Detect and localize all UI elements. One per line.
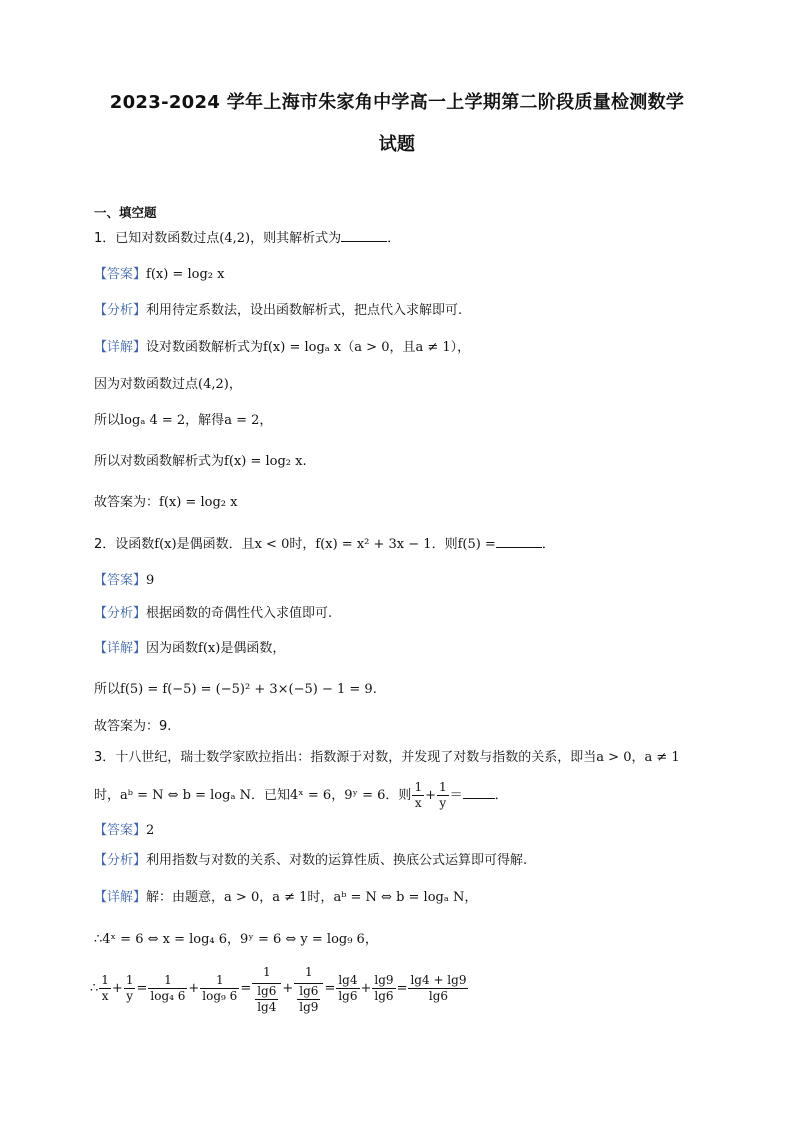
q2-stem-end: ． [541,537,555,552]
fraction-numerator: 1 [101,973,109,987]
fraction-denominator: y [126,989,134,1003]
q3-stem2-text-2: ．已知 [250,788,290,803]
q1-stem [94,229,400,249]
q2-step2-end: . [372,682,377,697]
fraction-denominator: log₄ 6 [150,989,186,1003]
compound-fraction [252,962,281,1015]
q3-stem2-given1: 4ˣ = 6 [289,788,332,803]
section-heading: 一、填空题 [94,205,157,220]
answer-tag: 【答案】 [94,823,147,838]
q1-stem-text-2: ，则其解析式为 [250,231,342,246]
q2-detail-text-2: 是偶函数， [220,641,286,656]
plus-sign: + [360,981,372,996]
fraction-denominator: lg6 [374,989,394,1003]
fraction-numerator: lg6 [257,984,277,998]
fraction-numerator: 1 [125,973,134,987]
detail-tag: 【详解】 [94,641,147,656]
fraction-denominator: lg9 [299,1000,319,1014]
q3-detail-end: ， [464,890,478,905]
q3-detail-sep: ， [259,890,273,905]
q3-stem [94,748,680,768]
therefore-symbol: ∴ [90,981,99,996]
fraction [437,780,449,811]
q1-stem-text: 1．已知对数函数过点 [94,231,220,246]
fraction-denominator: x [414,796,422,810]
q1-detail-close: ）， [450,340,471,355]
q3-stem-text: 3．十八世纪，瑞士数学家欧拉指出：指数源于对数，并发现了对数与指数的关系，即当 [94,750,597,765]
fraction [255,984,278,1015]
q2-stem-text-4: ．则 [431,537,458,552]
q2-stem-text-3: 时， [289,537,316,552]
q2-answer-value: 9 [146,573,155,588]
fraction-numerator: lg4 + lg9 [410,973,467,987]
q3-step3-equation [90,962,469,1015]
q1-point: (4,2) [219,231,251,246]
q1-step3-text: 所以 [94,413,121,428]
q1-detail-text: 设对数函数解析式为 [146,340,264,355]
q3-stem2-text-3: ．则 [385,788,412,803]
analysis-tag: 【分析】 [94,606,147,621]
fraction [148,973,187,1004]
q3-detail-text: 解：由题意， [146,890,225,905]
q2-stem-question: f(5) = [457,537,496,552]
q2-step2 [94,680,377,700]
q3-detail-relation: aᵇ = N ⇔ b = logₐ N [333,890,465,905]
fraction [336,973,359,1004]
q1-detail-cond1: a > 0 [354,340,390,355]
q1-final-text: 故答案为： [94,495,160,510]
fraction-denominator: lg4 [257,1000,277,1014]
q1-detail [94,338,470,358]
fraction-numerator: 1 [200,973,239,989]
fraction [372,973,395,1004]
q1-final-formula: f(x) = log₂ x [159,495,238,510]
detail-tag: 【详解】 [94,890,147,905]
q1-step2-point: (4,2) [198,377,229,392]
detail-tag: 【详解】 [94,340,147,355]
q2-stem-text-2: 是偶函数．且 [176,537,255,552]
q1-step2-end: ， [228,377,242,392]
q2-stem-function: f(x) [154,537,177,552]
fraction [124,973,136,1004]
q1-step3 [94,411,272,431]
q2-step2-text: 所以 [94,682,121,697]
q3-analysis [94,851,527,871]
q2-stem-expression: f(x) = x² + 3x − 1 [315,537,432,552]
fraction-numerator: 1 [438,780,447,794]
plus-sign: + [425,788,436,803]
q1-final [94,493,237,513]
q2-final: 故答案为：9. [94,719,172,734]
equals-sign: ＝ [449,788,463,803]
fraction-denominator: lg6 [428,989,449,1003]
q1-analysis-text: 利用待定系数法，设出函数解析式，把点代入求解即可. [146,303,463,318]
q2-stem-condition: x < 0 [254,537,290,552]
q3-analysis-text: 利用指数与对数的关系、对数的运算性质、换底公式运算即可得解. [146,853,528,868]
answer-blank [496,535,542,548]
equals-sign: = [240,981,252,996]
q1-step4 [94,452,307,472]
q1-detail-formula: f(x) = logₐ x [263,340,342,355]
fraction [200,973,239,1004]
plus-sign: + [282,981,294,996]
q2-stem-text: 2．设函数 [94,537,155,552]
analysis-tag: 【分析】 [94,853,147,868]
q2-analysis-text: 根据函数的奇偶性代入求值即可. [146,606,333,621]
fraction-denominator: x [101,989,109,1003]
q3-step2 [94,930,378,950]
fraction-numerator: 1 [414,780,423,794]
fraction [412,780,424,811]
answer-tag: 【答案】 [94,267,147,282]
fraction [297,984,320,1015]
q2-detail-text: 因为函数 [146,641,199,656]
fraction-numerator: 1 [148,973,187,989]
fraction-denominator: y [439,796,447,810]
q1-answer [94,265,224,285]
q1-step3-formula: logₐ 4 = 2 [120,413,186,428]
q1-stem-end: ． [387,231,401,246]
analysis-tag: 【分析】 [94,303,147,318]
q3-detail-cond1: a > 0 [224,890,260,905]
q3-stem2-sep: ， [331,788,345,803]
compound-fraction [294,962,323,1015]
q1-answer-value: f(x) = log₂ x [146,267,225,282]
q2-analysis [94,604,332,624]
q2-step2-formula: f(5) = f(−5) = (−5)² + 3×(−5) − 1 = 9 [120,682,373,697]
q3-stem-sep: ， [631,750,645,765]
q1-step3-text-2: ，解得 [185,413,225,428]
q3-detail [94,888,477,908]
q3-answer-value: 2 [146,823,155,838]
equals-sign: = [324,981,336,996]
q3-step2-end: ， [364,932,378,947]
fraction [408,973,468,1004]
fraction-denominator [294,984,323,1015]
q2-stem [94,535,555,555]
q1-analysis [94,301,462,321]
fraction-denominator: log₉ 6 [202,989,238,1003]
q3-stem-cond2: a ≠ 1 [644,750,680,765]
q3-stem2-given2: 9ʸ = 6 [344,788,386,803]
document-title-continued: 试题 [378,134,416,155]
fraction-numerator: lg6 [299,984,319,998]
q3-stem-cond1: a > 0 [596,750,632,765]
fraction-numerator: 1 [294,962,323,984]
equals-sign: = [396,981,408,996]
answer-blank [463,786,495,799]
q3-stem2-text: 时， [94,788,121,803]
document-title: 2023-2024 学年上海市朱家角中学高一上学期第二阶段质量检测数学 [109,92,685,113]
q1-step3-result: a = 2 [224,413,260,428]
fraction-denominator [252,984,281,1015]
q1-step4-formula: f(x) = log₂ x [224,454,303,469]
q1-step3-end: ， [259,413,273,428]
answer-blank [341,229,387,242]
q3-step2-formula: ∴4ˣ = 6 ⇔ x = log₄ 6，9ʸ = 6 ⇔ y = log₉ 6 [94,932,365,947]
q3-detail-cond2: a ≠ 1 [272,890,308,905]
q1-step4-text: 所以对数函数解析式为 [94,454,225,469]
q2-detail [94,639,285,659]
q1-step2 [94,375,242,395]
fraction [99,973,111,1004]
fraction-numerator: lg4 [338,973,358,987]
q1-detail-paren: （ [341,340,355,355]
q1-detail-cond2: a ≠ 1 [415,340,451,355]
q2-detail-function: f(x) [198,641,221,656]
plus-sign: + [188,981,200,996]
q3-stem2-relation: aᵇ = N ⇔ b = logₐ N [120,788,251,803]
q1-detail-and: ，且 [389,340,416,355]
q3-detail-text-2: 时， [307,890,334,905]
q3-stem-line2 [94,780,508,811]
fraction-numerator: 1 [252,962,281,984]
q2-answer [94,571,154,591]
q3-stem2-end: ． [494,788,508,803]
equals-sign: = [136,981,148,996]
q3-answer [94,821,154,841]
plus-sign: + [111,981,123,996]
q1-step4-end: . [302,454,307,469]
answer-tag: 【答案】 [94,573,147,588]
q1-step2-text: 因为对数函数过点 [94,377,199,392]
fraction-denominator: lg6 [338,989,358,1003]
fraction-numerator: lg9 [374,973,394,987]
